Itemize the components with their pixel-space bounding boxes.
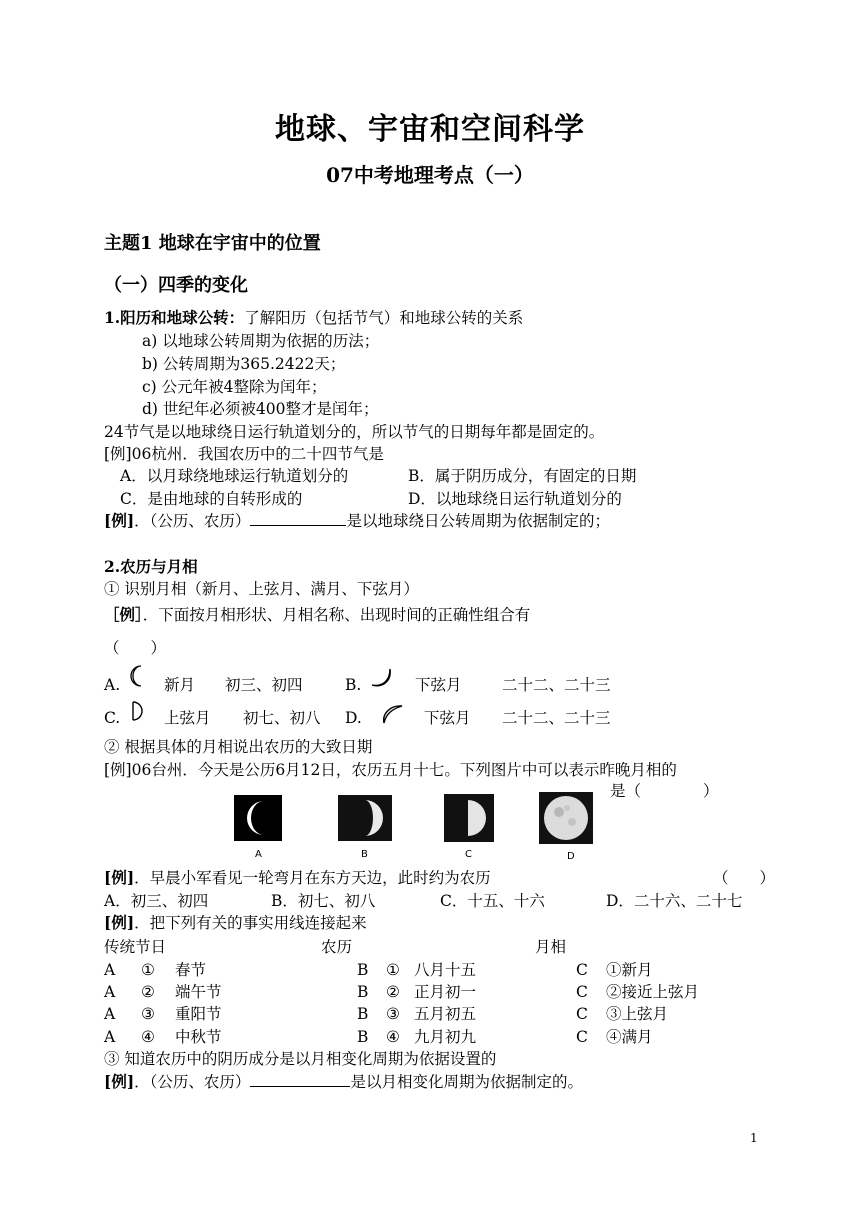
row-letter-a: A — [104, 983, 116, 1001]
festival-item[interactable]: 重阳节 — [175, 1005, 222, 1023]
row-letter-b: B — [357, 1005, 369, 1023]
lunar-date-item[interactable]: 八月十五 — [414, 961, 477, 979]
example-6-tag: [例] — [104, 913, 135, 932]
example-5-option-d: D．二十六、二十七 — [606, 892, 743, 910]
moon-phase-item[interactable]: ④满月 — [606, 1028, 653, 1046]
example-1-question: [例]06杭州．我国农历中的二十四节气是 — [104, 445, 384, 463]
row-num-b: ② — [386, 983, 400, 1001]
list-item-d: d) 世纪年必须被400整才是闰年； — [142, 400, 379, 418]
festival-item[interactable]: 端午节 — [175, 983, 222, 1001]
option-a-time: 初三、初四 — [225, 676, 303, 694]
list-item-a: a) 以地球公转周期为依据的历法； — [142, 332, 380, 350]
option-b-time: 二十二、二十三 — [502, 676, 611, 694]
answer-blank[interactable] — [250, 511, 346, 526]
example-2-text-b: 是以地球绕日公转周期为依据制定的； — [346, 512, 610, 530]
row-letter-c: C — [576, 1028, 588, 1046]
lunar-date-item[interactable]: 五月初五 — [414, 1005, 477, 1023]
moon-photo-c — [444, 794, 494, 842]
moon-phase-item[interactable]: ③上弦月 — [606, 1005, 669, 1023]
option-b-label: B. — [345, 676, 362, 694]
option-a-name: 新月 — [164, 676, 196, 694]
example-3-question — [104, 605, 530, 625]
example-1-option-a: A．以月球绕地球运行轨道划分的 — [120, 467, 349, 485]
example-3-text: ．下面按月相形状、月相名称、出现时间的正确性组合有 — [142, 606, 531, 624]
example-6-question — [104, 913, 367, 933]
row-letter-b: B — [357, 983, 369, 1001]
option-d-name: 下弦月 — [424, 709, 471, 727]
moon-photo-b-icon — [338, 795, 392, 841]
example-7-text-a: ．（公历、农历） — [134, 1073, 251, 1091]
example-7-text-b: 是以月相变化周期为依据制定的。 — [350, 1073, 583, 1091]
photo-label-c: C — [465, 849, 472, 860]
photo-label-a: A — [255, 849, 262, 860]
document-title: 地球、宇宙和空间科学 — [275, 112, 585, 147]
row-letter-c: C — [576, 961, 588, 979]
example-5-text: ．早晨小军看见一轮弯月在东方天边，此时约为农历 — [134, 869, 491, 887]
row-letter-a: A — [104, 1005, 116, 1023]
option-c-time: 初七、初八 — [243, 709, 321, 727]
example-3-tag: ［例］ — [104, 605, 143, 624]
point-3: ③ 知道农历中的阴历成分是以月相变化周期为依据设置的 — [104, 1050, 497, 1068]
row-letter-c: C — [576, 983, 588, 1001]
example-1-option-c: C．是由地球的自转形成的 — [120, 490, 303, 508]
moon-photo-a-icon — [234, 795, 282, 841]
example-3-answer-paren: （ ） — [104, 639, 167, 657]
moon-photo-b — [338, 795, 392, 841]
row-num-a: ④ — [141, 1028, 155, 1046]
row-num-a: ③ — [141, 1005, 155, 1023]
example-2-tag: [例] — [104, 511, 135, 530]
example-1-option-d: D．以地球绕日运行轨道划分的 — [408, 490, 622, 508]
list-item-c: c) 公元年被4整除为闰年； — [142, 378, 327, 396]
section-heading: （一）四季的变化 — [104, 275, 248, 296]
point-1: ① 识别月相（新月、上弦月、满月、下弦月） — [104, 580, 419, 598]
row-letter-a: A — [104, 961, 116, 979]
row-letter-b: B — [357, 961, 369, 979]
row-letter-c: C — [576, 1005, 588, 1023]
crescent-moon-icon — [378, 702, 406, 726]
solar-term-note: 24节气是以地球绕日运行轨道划分的，所以节气的日期每年都是固定的。 — [104, 423, 605, 441]
example-7 — [104, 1072, 583, 1092]
option-d-label: D. — [345, 709, 362, 727]
option-d-time: 二十二、二十三 — [502, 709, 611, 727]
example-6-text: ．把下列有关的事实用线连接起来 — [134, 914, 367, 932]
example-5-tag: [例] — [104, 868, 135, 887]
row-num-a: ② — [141, 983, 155, 1001]
crescent-moon-icon — [124, 663, 150, 689]
lunar-date-item[interactable]: 正月初一 — [414, 983, 477, 1001]
example-5-option-b: B．初七、初八 — [271, 892, 376, 910]
festival-item[interactable]: 春节 — [175, 961, 207, 979]
moon-photo-c-icon — [444, 794, 494, 842]
row-letter-a: A — [104, 1028, 116, 1046]
row-num-a: ① — [141, 961, 155, 979]
answer-blank[interactable] — [250, 1072, 350, 1087]
subsection-1-title: 1.阳历和地球公转： — [104, 308, 245, 327]
moon-photo-d — [539, 792, 593, 844]
column-head-festival: 传统节日 — [104, 938, 167, 956]
example-5-option-c: C．十五、十六 — [440, 892, 545, 910]
option-b-name: 下弦月 — [415, 676, 462, 694]
photo-label-b: B — [361, 849, 368, 860]
subsection-1-heading — [104, 308, 523, 328]
point-2: ② 根据具体的月相说出农历的大致日期 — [104, 738, 373, 756]
option-c-label: C. — [104, 709, 121, 727]
example-5-answer-paren: （ ） — [713, 869, 776, 887]
column-head-lunar: 农历 — [321, 938, 353, 956]
page-number: 1 — [750, 1131, 758, 1145]
moon-phase-item[interactable]: ①新月 — [606, 961, 653, 979]
moon-photo-d-icon — [539, 792, 593, 844]
photo-label-d: D — [567, 851, 575, 862]
list-item-b: b) 公转周期为365.2422天； — [142, 355, 346, 373]
option-c-name: 上弦月 — [164, 709, 211, 727]
theme-heading: 主题1 地球在宇宙中的位置 — [104, 233, 321, 254]
example-1-option-b: B．属于阴历成分，有固定的日期 — [408, 467, 637, 485]
row-num-b: ① — [386, 961, 400, 979]
example-5-question — [104, 868, 491, 888]
festival-item[interactable]: 中秋节 — [175, 1028, 222, 1046]
moon-phase-item[interactable]: ②接近上弦月 — [606, 983, 700, 1001]
example-4-answer-paren: 是（ ） — [610, 782, 719, 800]
example-2-text-a: ．（公历、农历） — [134, 512, 251, 530]
subsection-2-heading: 2.农历与月相 — [104, 557, 198, 576]
lunar-date-item[interactable]: 九月初九 — [414, 1028, 477, 1046]
row-num-b: ③ — [386, 1005, 400, 1023]
example-7-tag: [例] — [104, 1072, 135, 1091]
subsection-1-desc: 了解阳历（包括节气）和地球公转的关系 — [244, 309, 524, 327]
document-subtitle: 07中考地理考点（一） — [326, 163, 534, 187]
column-head-phase: 月相 — [535, 938, 567, 956]
example-2 — [104, 511, 610, 531]
half-moon-icon — [128, 699, 150, 723]
row-num-b: ④ — [386, 1028, 400, 1046]
moon-photo-a — [234, 795, 282, 841]
example-5-option-a: A．初三、初四 — [104, 892, 209, 910]
crescent-moon-icon — [368, 667, 396, 691]
row-letter-b: B — [357, 1028, 369, 1046]
option-a-label: A. — [104, 676, 121, 694]
example-4-question: [例]06台州．今天是公历6月12日，农历五月十七。下列图片中可以表示昨晚月相的 — [104, 761, 677, 779]
